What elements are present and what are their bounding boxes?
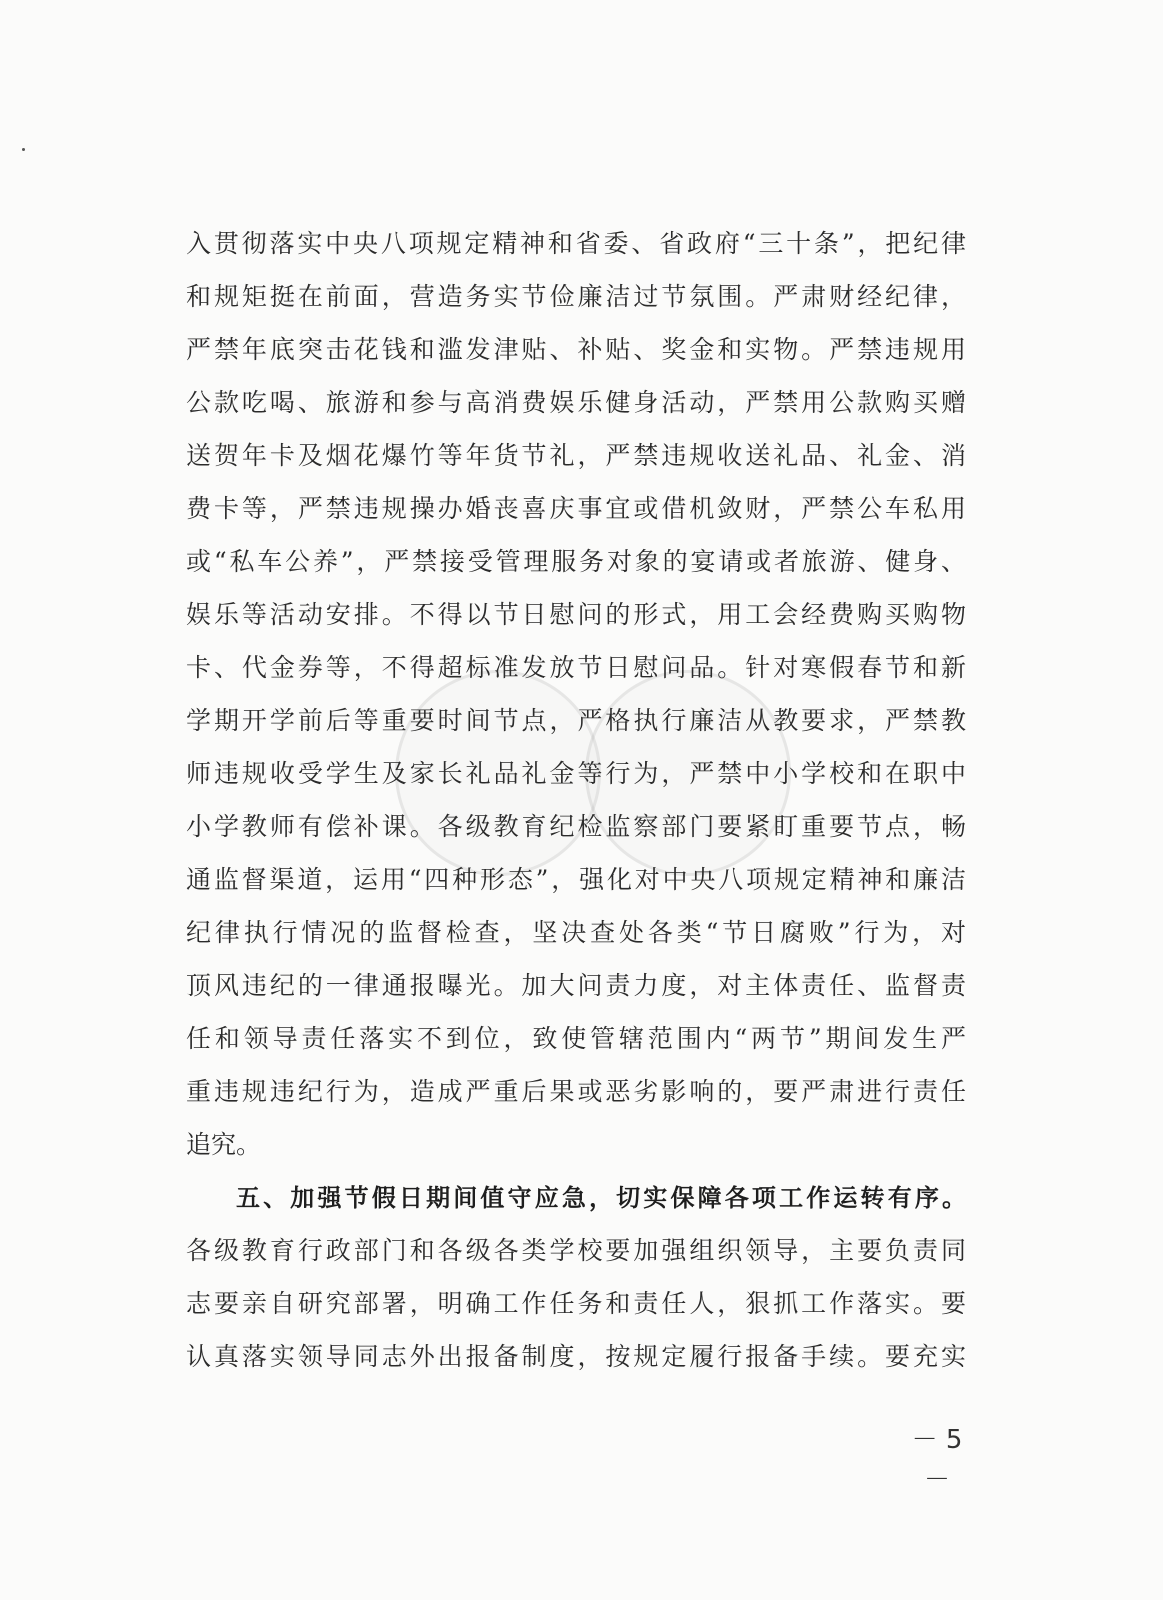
body-line: 师违规收受学生及家长礼品礼金等行为，严禁中小学校和在职中	[186, 759, 966, 788]
body-line: 送贺年卡及烟花爆竹等年货节礼，严禁违规收送礼品、礼金、消	[186, 441, 966, 470]
body-line: 和规矩挺在前面，营造务实节俭廉洁过节氛围。严肃财经纪律，	[186, 282, 966, 311]
body-line: 追究。	[186, 1130, 262, 1159]
body-line: 严禁年底突击花钱和滥发津贴、补贴、奖金和实物。严禁违规用	[186, 335, 966, 364]
body-line: 学期开学前后等重要时间节点，严格执行廉洁从教要求，严禁教	[186, 706, 966, 735]
section-heading: 五、加强节假日期间值守应急，切实保障各项工作运转有序。	[236, 1184, 966, 1212]
body-line: 小学教师有偿补课。各级教育纪检监察部门要紧盯重要节点，畅	[186, 812, 966, 841]
body-line: 任和领导责任落实不到位，致使管辖范围内“两节”期间发生严	[186, 1024, 966, 1053]
body-line: 通监督渠道，运用“四种形态”，强化对中央八项规定精神和廉洁	[186, 865, 966, 894]
body-line: 认真落实领导同志外出报备制度，按规定履行报备手续。要充实	[186, 1342, 966, 1371]
body-line: 入贯彻落实中央八项规定精神和省委、省政府“三十条”，把纪律	[186, 229, 966, 258]
body-line: 重违规违纪行为，造成严重后果或恶劣影响的，要严肃进行责任	[186, 1077, 966, 1106]
body-line: 顶风违纪的一律通报曝光。加大问责力度，对主体责任、监督责	[186, 971, 966, 1000]
body-line: 公款吃喝、旅游和参与高消费娱乐健身活动，严禁用公款购买赠	[186, 388, 966, 417]
body-line: 或“私车公养”，严禁接受管理服务对象的宴请或者旅游、健身、	[186, 547, 966, 576]
body-line: 各级教育行政部门和各级各类学校要加强组织领导，主要负责同	[186, 1236, 966, 1265]
body-line: 卡、代金券等，不得超标准发放节日慰问品。针对寒假春节和新	[186, 653, 966, 682]
body-line: 纪律执行情况的监督检查，坚决查处各类“节日腐败”行为，对	[186, 918, 966, 947]
page-number: － 5 －	[911, 1425, 963, 1495]
scan-speck	[22, 148, 25, 151]
body-line: 志要亲自研究部署，明确工作任务和责任人，狠抓工作落实。要	[186, 1289, 966, 1318]
body-line: 娱乐等活动安排。不得以节日慰问的形式，用工会经费购买购物	[186, 600, 966, 629]
body-line: 费卡等，严禁违规操办婚丧喜庆事宜或借机敛财，严禁公车私用	[186, 494, 966, 523]
